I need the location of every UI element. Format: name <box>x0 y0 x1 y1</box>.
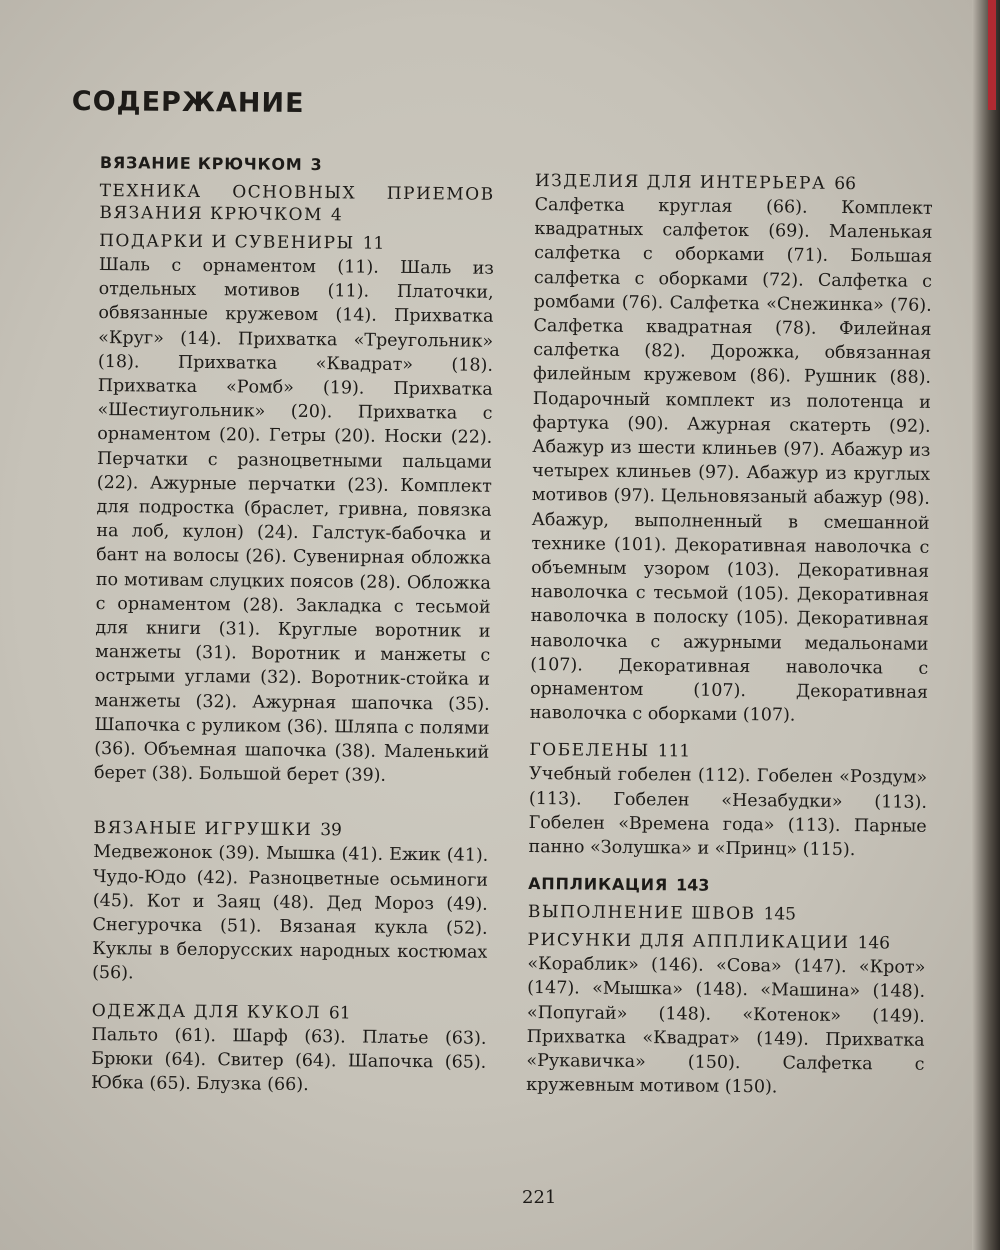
toc-entries: Шаль с орнаментом (11). Шаль из отдельных мотивов (11). Платочки, обвязанные кружевом (14). Прихватка «Круг» (14). Прихватка «Треугольник» (18). Прихватка «Квадрат» (18). Прихватка «Ромб» (19). Прихватка «Шестиугольник» (20). Прихватка с орнаментом (20). Гетры (20). Носки (22). Перчатки с разноцветными пальцами (22). Ажурные перчатки (23). Комплект для подростка (браслет, гривна, повязка на лоб, кулон) (24). Галстук-бабочка и бант на волосы (26). Сувенирная обложка по мотивам слуцких поясов (28). Обложка с орнаментом (28). Закладка с тесьмой для книги (31). Круглые воротник и манжеты (31). Воротник и манжеты с острыми углами (32). Воротник-стойка и манжеты (32). Ажурная шапочка (35). Шапочка с руликом (36). Шляпа с полями (36). Объемная шапочка (38). Маленький берет (38). Большой берет (39). <box>93 254 494 787</box>
toc-heading-text: ОДЕЖДА ДЛЯ КУКОЛ <box>91 1000 322 1023</box>
toc-heading-page: 146 <box>857 933 891 954</box>
toc-heading <box>99 230 494 256</box>
toc-section <box>91 1000 487 1099</box>
toc-heading <box>99 180 494 228</box>
toc-heading-page: 39 <box>320 820 342 841</box>
toc-heading <box>528 873 926 899</box>
toc-heading-text: ВЯЗАНИЕ КРЮЧКОМ <box>99 152 303 174</box>
page-number: 221 <box>522 1187 557 1208</box>
toc-heading-text: ИЗДЕЛИЯ ДЛЯ ИНТЕРЬЕРА <box>534 170 827 194</box>
toc-entries: Пальто (61). Шарф (63). Платье (63). Брюки (64). Свитер (64). Шапочка (65). Юбка (65). Блузка (66). <box>90 1024 487 1096</box>
toc-section <box>530 170 933 729</box>
toc-entries: «Кораблик» (146). «Сова» (147). «Крот» (147). «Мышка» (148). «Машина» (148). «Попугай» (148). «Котенок» (149). Прихватка «Квадрат» (149). Прихватка «Рукавичка» (150). Салфетка с кружевным мотивом (150). <box>526 954 926 1098</box>
toc-heading-text: ГОБЕЛЕНЫ <box>529 740 650 762</box>
toc-heading-page: 11 <box>362 233 385 254</box>
toc-heading <box>528 901 926 927</box>
toc-section <box>526 929 926 1101</box>
toc-heading <box>93 817 488 843</box>
toc-heading-page: 143 <box>675 875 710 895</box>
toc-heading-text: АППЛИКАЦИЯ <box>528 874 669 895</box>
toc-heading-text: ПОДАРКИ И СУВЕНИРЫ <box>99 230 355 254</box>
toc-section <box>528 873 926 899</box>
toc-heading-text: ТЕХНИКА ОСНОВНЫХ ПРИЕМОВ ВЯЗАНИЯ КРЮЧКОМ <box>99 180 495 226</box>
toc-heading-page: 111 <box>657 741 691 762</box>
toc-section <box>528 739 927 863</box>
toc-heading-page: 145 <box>763 904 797 925</box>
toc-heading <box>528 929 926 955</box>
contents-column-right <box>526 170 933 1107</box>
toc-heading-page: 66 <box>834 173 857 195</box>
toc-heading <box>529 739 927 765</box>
toc-section <box>92 817 489 989</box>
toc-section <box>528 901 926 927</box>
toc-heading-page: 61 <box>328 1002 351 1024</box>
toc-heading-page: 3 <box>310 155 322 175</box>
toc-entries: Учебный гобелен (112). Гобелен «Роздум» (113). Гобелен «Незабудки» (113). Гобелен «Времена года» (113). Парные панно «Золушка» и «Принц» (115). <box>528 764 928 861</box>
page-title: СОДЕРЖАНИЕ <box>71 86 305 120</box>
toc-section <box>94 230 494 789</box>
background-strip <box>988 0 996 110</box>
toc-section <box>100 152 495 178</box>
toc-heading <box>535 170 933 196</box>
toc-section <box>99 180 494 228</box>
toc-heading-text: ВЫПОЛНЕНИЕ ШВОВ <box>527 902 756 925</box>
toc-heading-text: РИСУНКИ ДЛЯ АППЛИКАЦИИ <box>527 930 850 954</box>
toc-entries: Медвежонок (39). Мышка (41). Ежик (41). Чудо-Юдо (42). Разноцветные осьминоги (45). Кот и Заяц (48). Дед Мороз (49). Снегурочка (51). Вязаная кукла (52). Куклы в белорусских народных костюмах (56). <box>92 842 489 984</box>
page-edge-shadow <box>972 0 1000 1250</box>
contents-column-left <box>91 152 495 1105</box>
toc-heading-page: 4 <box>330 205 342 226</box>
toc-heading-text: ВЯЗАНЫЕ ИГРУШКИ <box>93 818 313 841</box>
toc-heading <box>100 152 495 178</box>
toc-entries: Салфетка круглая (66). Комплект квадратных салфеток (69). Маленькая салфетка с оборками (71). Большая салфетка с оборками (72). Салфетка с ромбами (76). Салфетка «Снежинка» (76). Салфетка квадратная (78). Филейная салфетка (82). Дорожка, обвязанная филейным кружевом (86). Рушник (88). Подарочный комплект из полотенца и фартука (90). Ажурная скатерть (92). Абажур из шести клиньев (97). Абажур из четырех клиньев (97). Абажур из круглых мотивов (97). Цельновязаный абажур (98). Абажур, выполненный в смешанной технике (101). Декоративная наволочка с объемным узором (103). Декоративная наволочка с тесьмой (105). Декоративная наволочка в полоску (105). Декоративная наволочка с ажурными медальонами (107). Декоративная наволочка с орнаментом (107). Декоративная наволочка с оборками (107). <box>529 194 933 726</box>
toc-heading <box>92 1000 487 1026</box>
